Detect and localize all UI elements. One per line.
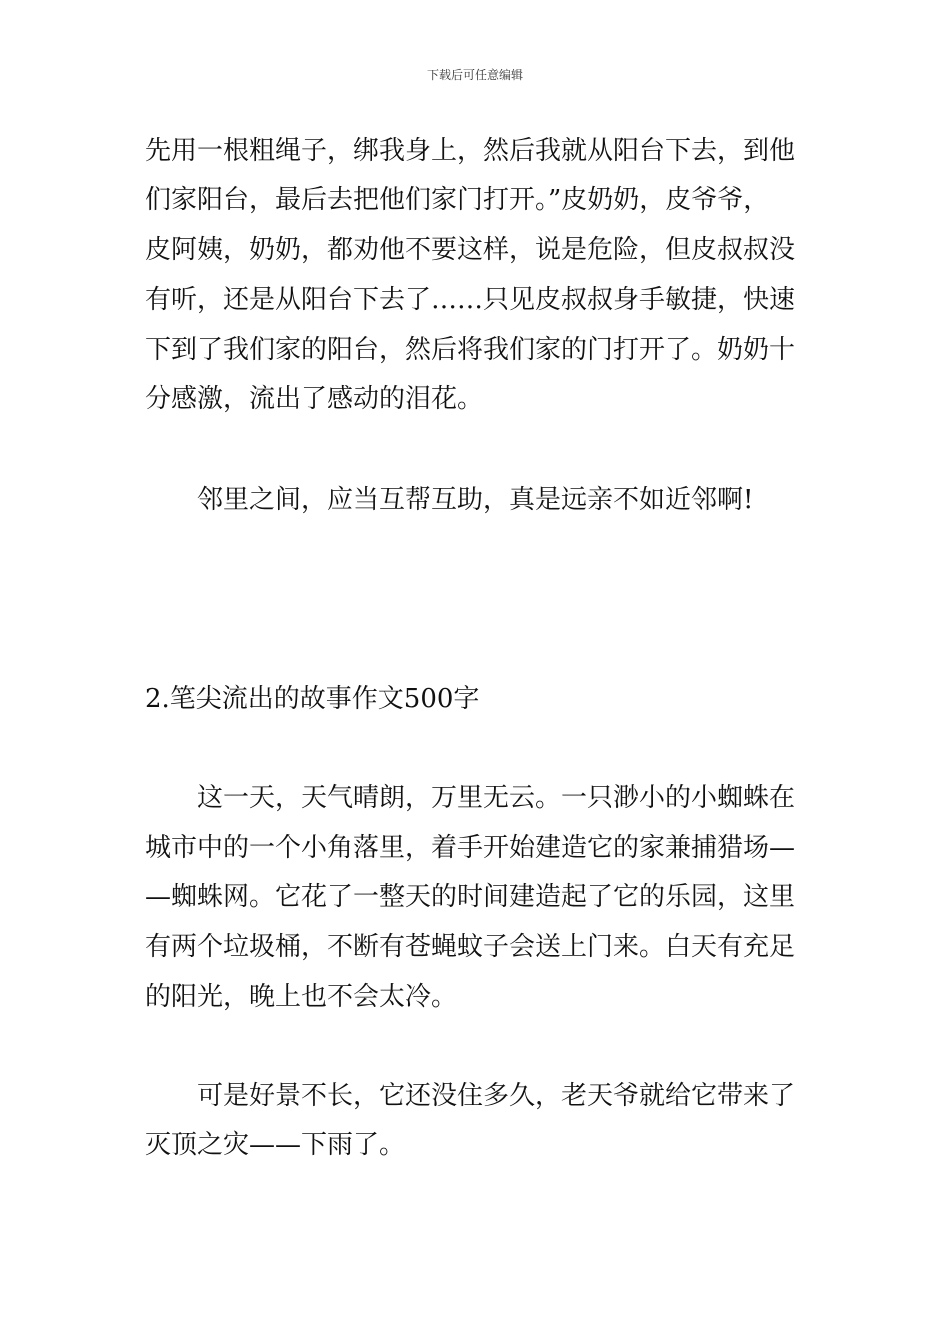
text-line: 皮阿姨，奶奶，都劝他不要这样，说是危险，但皮叔叔没 — [145, 235, 796, 265]
page-header: 下载后可任意编辑 — [426, 68, 523, 82]
conclusion-paragraph: 邻里之间，应当互帮互助，真是远亲不如近邻啊! — [197, 485, 754, 515]
text-line: 可是好景不长，它还没住多久，老天爷就给它带来了 — [197, 1081, 796, 1111]
text-line: 下到了我们家的阳台，然后将我们家的门打开了。奶奶十 — [145, 335, 796, 365]
text-line: —蜘蛛网。它花了一整天的时间建造起了它的乐园，这里 — [145, 882, 796, 912]
section-title: 2.笔尖流出的故事作文500字 — [145, 684, 480, 714]
text-line: 的阳光，晚上也不会太冷。 — [145, 982, 458, 1012]
text-line: 分感激，流出了感动的泪花。 — [145, 384, 484, 414]
text-line: 有两个垃圾桶，不断有苍蝇蚊子会送上门来。白天有充足 — [145, 932, 796, 962]
text-line: 这一天，天气晴朗，万里无云。一只渺小的小蜘蛛在 — [197, 783, 796, 813]
text-line: 们家阳台，最后去把他们家门打开。”皮奶奶，皮爷爷， — [145, 185, 770, 215]
text-line: 灭顶之灾——下雨了。 — [145, 1130, 406, 1160]
text-line: 先用一根粗绳子，绑我身上，然后我就从阳台下去，到他 — [145, 136, 796, 166]
text-line: 有听，还是从阳台下去了……只见皮叔叔身手敏捷，快速 — [145, 285, 796, 315]
text-line: 城市中的一个小角落里，着手开始建造它的家兼捕猎场— — [145, 833, 796, 863]
